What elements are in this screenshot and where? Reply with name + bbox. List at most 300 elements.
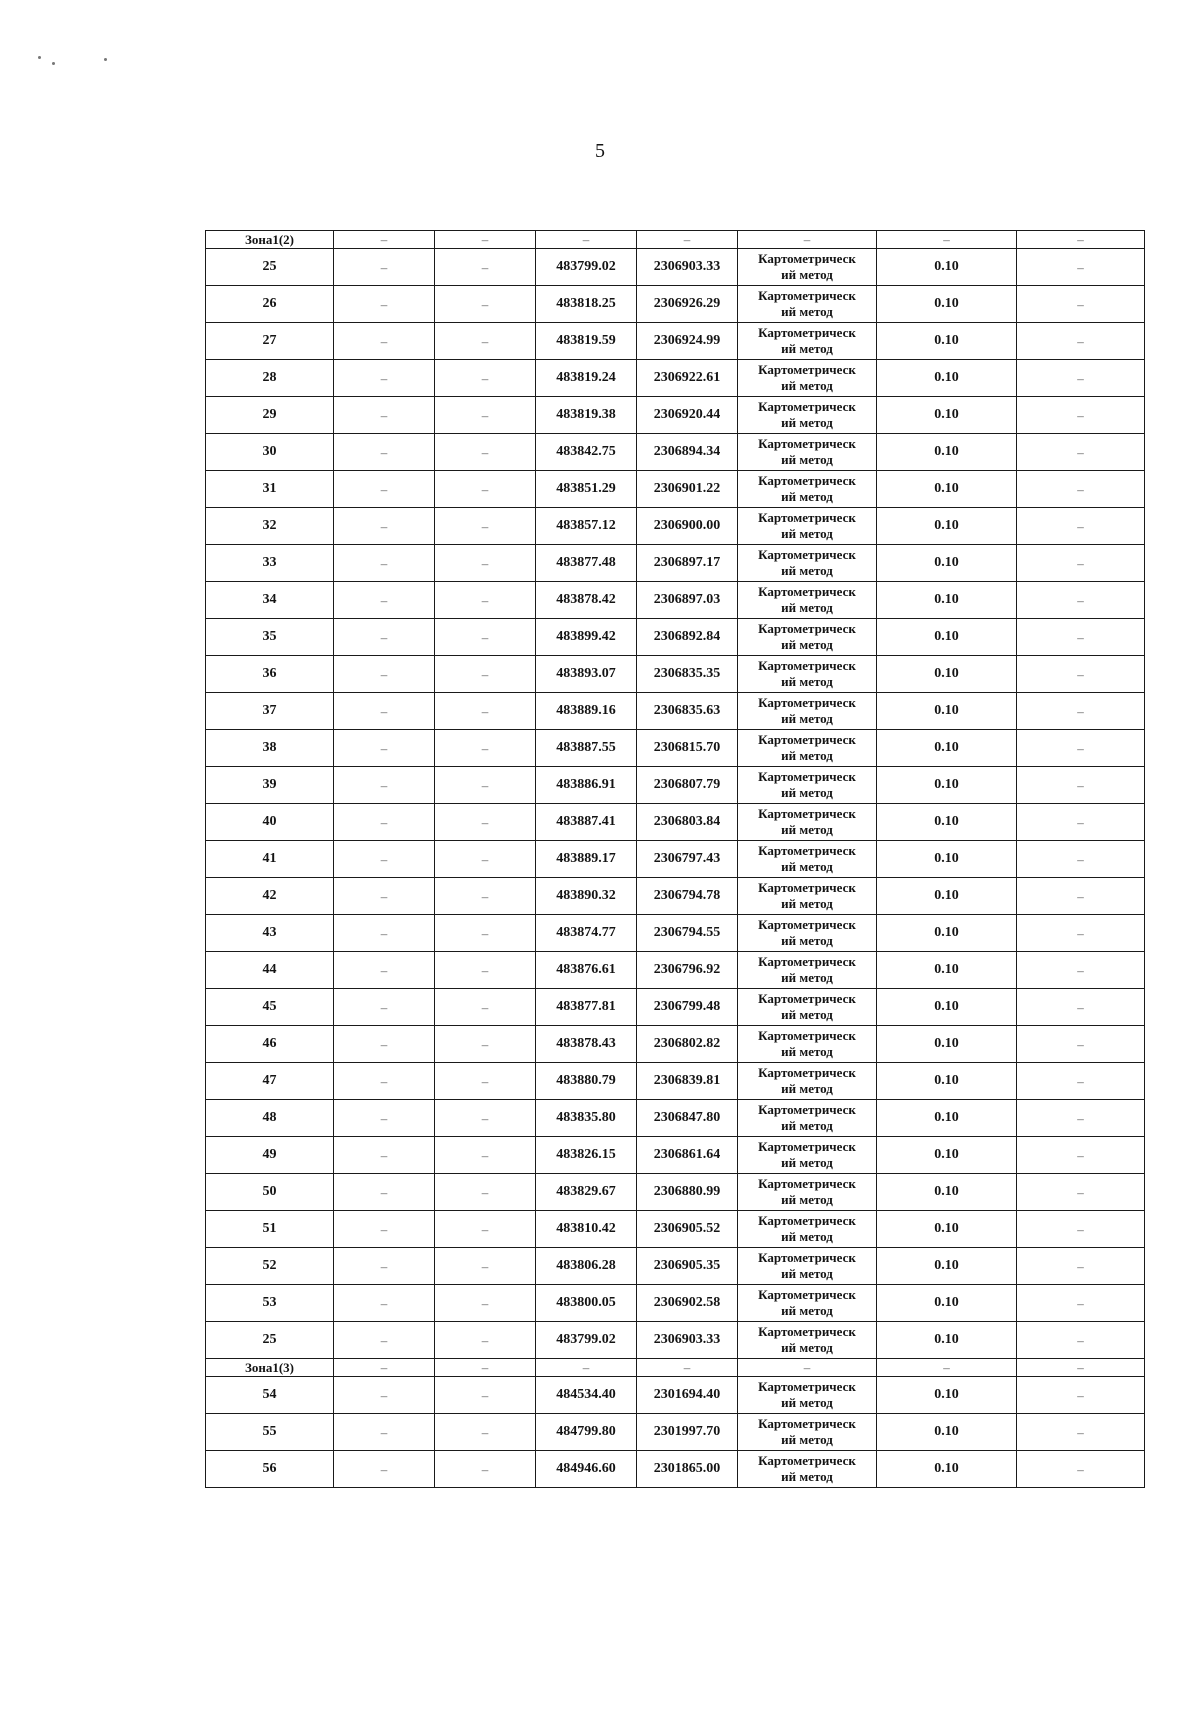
method-cell <box>738 878 877 915</box>
method-cell <box>738 1100 877 1137</box>
point-number-cell: 48 <box>206 1100 334 1137</box>
y-coordinate-cell: 2306920.44 <box>637 397 738 434</box>
method-label-line1: Картометрическ <box>758 1139 856 1154</box>
method-label-line1: Картометрическ <box>758 1102 856 1117</box>
method-label-line1: Картометрическ <box>758 362 856 377</box>
empty-cell: – <box>1017 1248 1145 1285</box>
method-label-line2: ий метод <box>781 1044 833 1059</box>
method-cell <box>738 1063 877 1100</box>
point-number-cell: 56 <box>206 1451 334 1488</box>
table-row <box>206 1377 1145 1414</box>
empty-cell: – <box>334 286 435 323</box>
empty-cell: – <box>334 952 435 989</box>
y-coordinate-cell: 2306892.84 <box>637 619 738 656</box>
zone-header-row <box>206 231 1145 249</box>
method-label-line1: Картометрическ <box>758 1453 856 1468</box>
empty-cell: – <box>334 249 435 286</box>
accuracy-cell: 0.10 <box>877 471 1017 508</box>
method-label-line1: Картометрическ <box>758 436 856 451</box>
empty-cell: – <box>334 1248 435 1285</box>
empty-cell: – <box>334 1026 435 1063</box>
y-coordinate-cell: 2306903.33 <box>637 1322 738 1359</box>
accuracy-cell: 0.10 <box>877 693 1017 730</box>
empty-cell: – <box>1017 1211 1145 1248</box>
method-label-line2: ий метод <box>781 1007 833 1022</box>
empty-cell: – <box>334 1211 435 1248</box>
y-coordinate-cell: 2306880.99 <box>637 1174 738 1211</box>
accuracy-cell: 0.10 <box>877 656 1017 693</box>
empty-cell: – <box>435 915 536 952</box>
accuracy-cell: 0.10 <box>877 360 1017 397</box>
page-number: 5 <box>595 140 605 162</box>
table-row <box>206 693 1145 730</box>
empty-cell: – <box>435 434 536 471</box>
y-coordinate-cell: 2306924.99 <box>637 323 738 360</box>
empty-cell: – <box>334 582 435 619</box>
y-coordinate-cell: 2301997.70 <box>637 1414 738 1451</box>
y-coordinate-cell: 2301865.00 <box>637 1451 738 1488</box>
x-coordinate-cell: 483819.59 <box>536 323 637 360</box>
method-cell <box>738 952 877 989</box>
point-number-cell: 36 <box>206 656 334 693</box>
table-body <box>206 231 1145 1488</box>
point-number-cell: 27 <box>206 323 334 360</box>
method-cell <box>738 656 877 693</box>
empty-cell: – <box>334 231 435 249</box>
accuracy-cell: 0.10 <box>877 1322 1017 1359</box>
point-number-cell: 55 <box>206 1414 334 1451</box>
empty-cell: – <box>334 804 435 841</box>
empty-cell: – <box>1017 434 1145 471</box>
x-coordinate-cell: 483857.12 <box>536 508 637 545</box>
method-label-line2: ий метод <box>781 1469 833 1484</box>
method-label-line1: Картометрическ <box>758 880 856 895</box>
y-coordinate-cell: 2306794.78 <box>637 878 738 915</box>
method-label-line1: Картометрическ <box>758 1250 856 1265</box>
x-coordinate-cell: 483800.05 <box>536 1285 637 1322</box>
empty-cell: – <box>536 1359 637 1377</box>
method-label-line1: Картометрическ <box>758 991 856 1006</box>
empty-cell: – <box>1017 619 1145 656</box>
table-row <box>206 656 1145 693</box>
empty-cell: – <box>435 286 536 323</box>
table-row <box>206 989 1145 1026</box>
empty-cell: – <box>435 1451 536 1488</box>
empty-cell: – <box>435 989 536 1026</box>
empty-cell: – <box>334 323 435 360</box>
method-label-line1: Картометрическ <box>758 288 856 303</box>
point-number-cell: 52 <box>206 1248 334 1285</box>
zone-label: Зона1(3) <box>206 1359 334 1377</box>
x-coordinate-cell: 484534.40 <box>536 1377 637 1414</box>
table-row <box>206 804 1145 841</box>
table-row <box>206 286 1145 323</box>
method-label-line2: ий метод <box>781 970 833 985</box>
point-number-cell: 53 <box>206 1285 334 1322</box>
method-label-line2: ий метод <box>781 637 833 652</box>
accuracy-cell: 0.10 <box>877 323 1017 360</box>
zone-header-row <box>206 1359 1145 1377</box>
point-number-cell: 50 <box>206 1174 334 1211</box>
table-row <box>206 471 1145 508</box>
table-row <box>206 1322 1145 1359</box>
table-row <box>206 1137 1145 1174</box>
method-label-line2: ий метод <box>781 452 833 467</box>
empty-cell: – <box>435 1137 536 1174</box>
accuracy-cell: 0.10 <box>877 1285 1017 1322</box>
empty-cell: – <box>1017 582 1145 619</box>
y-coordinate-cell: 2306807.79 <box>637 767 738 804</box>
point-number-cell: 41 <box>206 841 334 878</box>
table-row <box>206 1248 1145 1285</box>
empty-cell: – <box>334 434 435 471</box>
empty-cell: – <box>334 1451 435 1488</box>
empty-cell: – <box>435 508 536 545</box>
method-label-line1: Картометрическ <box>758 251 856 266</box>
empty-cell: – <box>435 952 536 989</box>
method-label-line1: Картометрическ <box>758 843 856 858</box>
y-coordinate-cell: 2306901.22 <box>637 471 738 508</box>
method-label-line2: ий метод <box>781 933 833 948</box>
empty-cell: – <box>334 1359 435 1377</box>
accuracy-cell: 0.10 <box>877 1377 1017 1414</box>
point-number-cell: 28 <box>206 360 334 397</box>
accuracy-cell: 0.10 <box>877 730 1017 767</box>
empty-cell: – <box>1017 730 1145 767</box>
table-row <box>206 1100 1145 1137</box>
method-label-line1: Картометрическ <box>758 1379 856 1394</box>
method-cell <box>738 545 877 582</box>
empty-cell: – <box>1017 1359 1145 1377</box>
empty-cell: – <box>435 767 536 804</box>
empty-cell: – <box>334 471 435 508</box>
y-coordinate-cell: 2306905.52 <box>637 1211 738 1248</box>
y-coordinate-cell: 2306905.35 <box>637 1248 738 1285</box>
empty-cell: – <box>334 693 435 730</box>
method-cell <box>738 397 877 434</box>
method-label-line1: Картометрическ <box>758 1213 856 1228</box>
empty-cell: – <box>334 656 435 693</box>
method-label-line2: ий метод <box>781 1395 833 1410</box>
empty-cell: – <box>435 1100 536 1137</box>
method-label-line2: ий метод <box>781 822 833 837</box>
method-label-line1: Картометрическ <box>758 1287 856 1302</box>
method-label-line2: ий метод <box>781 1340 833 1355</box>
y-coordinate-cell: 2306839.81 <box>637 1063 738 1100</box>
x-coordinate-cell: 483889.16 <box>536 693 637 730</box>
method-label-line1: Картометрическ <box>758 1028 856 1043</box>
x-coordinate-cell: 483851.29 <box>536 471 637 508</box>
method-label-line2: ий метод <box>781 304 833 319</box>
x-coordinate-cell: 483893.07 <box>536 656 637 693</box>
method-label-line1: Картометрическ <box>758 695 856 710</box>
empty-cell: – <box>877 1359 1017 1377</box>
point-number-cell: 29 <box>206 397 334 434</box>
empty-cell: – <box>435 1359 536 1377</box>
empty-cell: – <box>334 1137 435 1174</box>
point-number-cell: 38 <box>206 730 334 767</box>
empty-cell: – <box>1017 915 1145 952</box>
empty-cell: – <box>1017 841 1145 878</box>
method-cell <box>738 1211 877 1248</box>
x-coordinate-cell: 483878.42 <box>536 582 637 619</box>
method-label-line2: ий метод <box>781 1155 833 1170</box>
accuracy-cell: 0.10 <box>877 804 1017 841</box>
empty-cell: – <box>738 1359 877 1377</box>
method-label-line1: Картометрическ <box>758 399 856 414</box>
empty-cell: – <box>435 582 536 619</box>
accuracy-cell: 0.10 <box>877 508 1017 545</box>
empty-cell: – <box>1017 878 1145 915</box>
point-number-cell: 47 <box>206 1063 334 1100</box>
accuracy-cell: 0.10 <box>877 989 1017 1026</box>
empty-cell: – <box>334 1100 435 1137</box>
empty-cell: – <box>637 1359 738 1377</box>
empty-cell: – <box>334 508 435 545</box>
accuracy-cell: 0.10 <box>877 841 1017 878</box>
empty-cell: – <box>1017 989 1145 1026</box>
accuracy-cell: 0.10 <box>877 767 1017 804</box>
method-label-line2: ий метод <box>781 600 833 615</box>
accuracy-cell: 0.10 <box>877 249 1017 286</box>
point-number-cell: 25 <box>206 1322 334 1359</box>
empty-cell: – <box>435 1174 536 1211</box>
y-coordinate-cell: 2306803.84 <box>637 804 738 841</box>
method-cell <box>738 286 877 323</box>
coordinates-table-wrapper <box>205 230 1144 1488</box>
empty-cell: – <box>435 730 536 767</box>
table-row <box>206 1026 1145 1063</box>
empty-cell: – <box>435 360 536 397</box>
empty-cell: – <box>1017 397 1145 434</box>
empty-cell: – <box>334 619 435 656</box>
method-label-line2: ий метод <box>781 785 833 800</box>
empty-cell: – <box>1017 286 1145 323</box>
accuracy-cell: 0.10 <box>877 1026 1017 1063</box>
table-row <box>206 323 1145 360</box>
method-label-line1: Картометрическ <box>758 510 856 525</box>
method-label-line2: ий метод <box>781 859 833 874</box>
table-row <box>206 730 1145 767</box>
y-coordinate-cell: 2306922.61 <box>637 360 738 397</box>
empty-cell: – <box>334 360 435 397</box>
empty-cell: – <box>1017 360 1145 397</box>
point-number-cell: 31 <box>206 471 334 508</box>
empty-cell: – <box>536 231 637 249</box>
empty-cell: – <box>1017 508 1145 545</box>
empty-cell: – <box>435 841 536 878</box>
y-coordinate-cell: 2306802.82 <box>637 1026 738 1063</box>
empty-cell: – <box>1017 231 1145 249</box>
x-coordinate-cell: 483819.24 <box>536 360 637 397</box>
y-coordinate-cell: 2306835.63 <box>637 693 738 730</box>
x-coordinate-cell: 483887.55 <box>536 730 637 767</box>
empty-cell: – <box>1017 952 1145 989</box>
empty-cell: – <box>435 656 536 693</box>
empty-cell: – <box>334 1285 435 1322</box>
x-coordinate-cell: 483826.15 <box>536 1137 637 1174</box>
x-coordinate-cell: 483799.02 <box>536 249 637 286</box>
accuracy-cell: 0.10 <box>877 397 1017 434</box>
point-number-cell: 25 <box>206 249 334 286</box>
empty-cell: – <box>435 1211 536 1248</box>
accuracy-cell: 0.10 <box>877 1063 1017 1100</box>
method-label-line2: ий метод <box>781 489 833 504</box>
method-cell <box>738 841 877 878</box>
method-cell <box>738 360 877 397</box>
accuracy-cell: 0.10 <box>877 545 1017 582</box>
method-label-line1: Картометрическ <box>758 325 856 340</box>
method-cell <box>738 323 877 360</box>
empty-cell: – <box>1017 1377 1145 1414</box>
point-number-cell: 44 <box>206 952 334 989</box>
x-coordinate-cell: 483818.25 <box>536 286 637 323</box>
empty-cell: – <box>435 1026 536 1063</box>
x-coordinate-cell: 484946.60 <box>536 1451 637 1488</box>
accuracy-cell: 0.10 <box>877 286 1017 323</box>
zone-label: Зона1(2) <box>206 231 334 249</box>
method-cell <box>738 915 877 952</box>
y-coordinate-cell: 2306926.29 <box>637 286 738 323</box>
method-cell <box>738 1026 877 1063</box>
method-label-line2: ий метод <box>781 1118 833 1133</box>
accuracy-cell: 0.10 <box>877 1414 1017 1451</box>
point-number-cell: 54 <box>206 1377 334 1414</box>
accuracy-cell: 0.10 <box>877 1137 1017 1174</box>
accuracy-cell: 0.10 <box>877 619 1017 656</box>
method-label-line2: ий метод <box>781 1081 833 1096</box>
empty-cell: – <box>1017 1322 1145 1359</box>
accuracy-cell: 0.10 <box>877 878 1017 915</box>
y-coordinate-cell: 2306897.17 <box>637 545 738 582</box>
table-row <box>206 878 1145 915</box>
x-coordinate-cell: 483876.61 <box>536 952 637 989</box>
method-label-line1: Картометрическ <box>758 584 856 599</box>
method-label-line1: Картометрическ <box>758 1416 856 1431</box>
empty-cell: – <box>334 915 435 952</box>
empty-cell: – <box>1017 1026 1145 1063</box>
method-label-line1: Картометрическ <box>758 1324 856 1339</box>
empty-cell: – <box>435 249 536 286</box>
accuracy-cell: 0.10 <box>877 1248 1017 1285</box>
table-row <box>206 508 1145 545</box>
empty-cell: – <box>334 730 435 767</box>
x-coordinate-cell: 483829.67 <box>536 1174 637 1211</box>
method-cell <box>738 619 877 656</box>
empty-cell: – <box>1017 471 1145 508</box>
empty-cell: – <box>637 231 738 249</box>
empty-cell: – <box>334 1063 435 1100</box>
empty-cell: – <box>334 878 435 915</box>
x-coordinate-cell: 483878.43 <box>536 1026 637 1063</box>
empty-cell: – <box>334 989 435 1026</box>
method-label-line2: ий метод <box>781 526 833 541</box>
method-label-line2: ий метод <box>781 711 833 726</box>
point-number-cell: 33 <box>206 545 334 582</box>
empty-cell: – <box>1017 1414 1145 1451</box>
point-number-cell: 32 <box>206 508 334 545</box>
y-coordinate-cell: 2301694.40 <box>637 1377 738 1414</box>
empty-cell: – <box>334 545 435 582</box>
accuracy-cell: 0.10 <box>877 915 1017 952</box>
empty-cell: – <box>435 878 536 915</box>
method-cell <box>738 767 877 804</box>
x-coordinate-cell: 483799.02 <box>536 1322 637 1359</box>
method-cell <box>738 1248 877 1285</box>
method-label-line1: Картометрическ <box>758 917 856 932</box>
empty-cell: – <box>1017 323 1145 360</box>
method-cell <box>738 804 877 841</box>
method-label-line1: Картометрическ <box>758 732 856 747</box>
x-coordinate-cell: 483890.32 <box>536 878 637 915</box>
empty-cell: – <box>877 231 1017 249</box>
accuracy-cell: 0.10 <box>877 1100 1017 1137</box>
empty-cell: – <box>1017 1137 1145 1174</box>
table-row <box>206 767 1145 804</box>
empty-cell: – <box>1017 1285 1145 1322</box>
method-cell <box>738 730 877 767</box>
y-coordinate-cell: 2306796.92 <box>637 952 738 989</box>
x-coordinate-cell: 483887.41 <box>536 804 637 841</box>
empty-cell: – <box>435 1377 536 1414</box>
empty-cell: – <box>1017 1451 1145 1488</box>
method-label-line1: Картометрическ <box>758 473 856 488</box>
table-row <box>206 841 1145 878</box>
point-number-cell: 39 <box>206 767 334 804</box>
method-label-line2: ий метод <box>781 341 833 356</box>
x-coordinate-cell: 483835.80 <box>536 1100 637 1137</box>
empty-cell: – <box>435 1063 536 1100</box>
method-cell <box>738 1322 877 1359</box>
table-row <box>206 1211 1145 1248</box>
point-number-cell: 43 <box>206 915 334 952</box>
point-number-cell: 30 <box>206 434 334 471</box>
empty-cell: – <box>334 841 435 878</box>
method-label-line2: ий метод <box>781 1432 833 1447</box>
method-label-line1: Картометрическ <box>758 547 856 562</box>
empty-cell: – <box>738 231 877 249</box>
table-row <box>206 1063 1145 1100</box>
empty-cell: – <box>1017 1063 1145 1100</box>
empty-cell: – <box>435 1414 536 1451</box>
method-label-line1: Картометрическ <box>758 658 856 673</box>
point-number-cell: 26 <box>206 286 334 323</box>
method-label-line2: ий метод <box>781 1229 833 1244</box>
method-label-line2: ий метод <box>781 563 833 578</box>
y-coordinate-cell: 2306847.80 <box>637 1100 738 1137</box>
method-label-line2: ий метод <box>781 415 833 430</box>
method-cell <box>738 1137 877 1174</box>
point-number-cell: 35 <box>206 619 334 656</box>
empty-cell: – <box>435 323 536 360</box>
method-cell <box>738 1414 877 1451</box>
method-cell <box>738 1285 877 1322</box>
method-label-line1: Картометрическ <box>758 954 856 969</box>
method-label-line2: ий метод <box>781 748 833 763</box>
x-coordinate-cell: 483880.79 <box>536 1063 637 1100</box>
point-number-cell: 45 <box>206 989 334 1026</box>
x-coordinate-cell: 483810.42 <box>536 1211 637 1248</box>
method-label-line1: Картометрическ <box>758 806 856 821</box>
scan-speck <box>52 62 55 65</box>
empty-cell: – <box>1017 1100 1145 1137</box>
y-coordinate-cell: 2306835.35 <box>637 656 738 693</box>
empty-cell: – <box>1017 249 1145 286</box>
method-label-line2: ий метод <box>781 896 833 911</box>
y-coordinate-cell: 2306799.48 <box>637 989 738 1026</box>
method-label-line2: ий метод <box>781 378 833 393</box>
empty-cell: – <box>1017 767 1145 804</box>
